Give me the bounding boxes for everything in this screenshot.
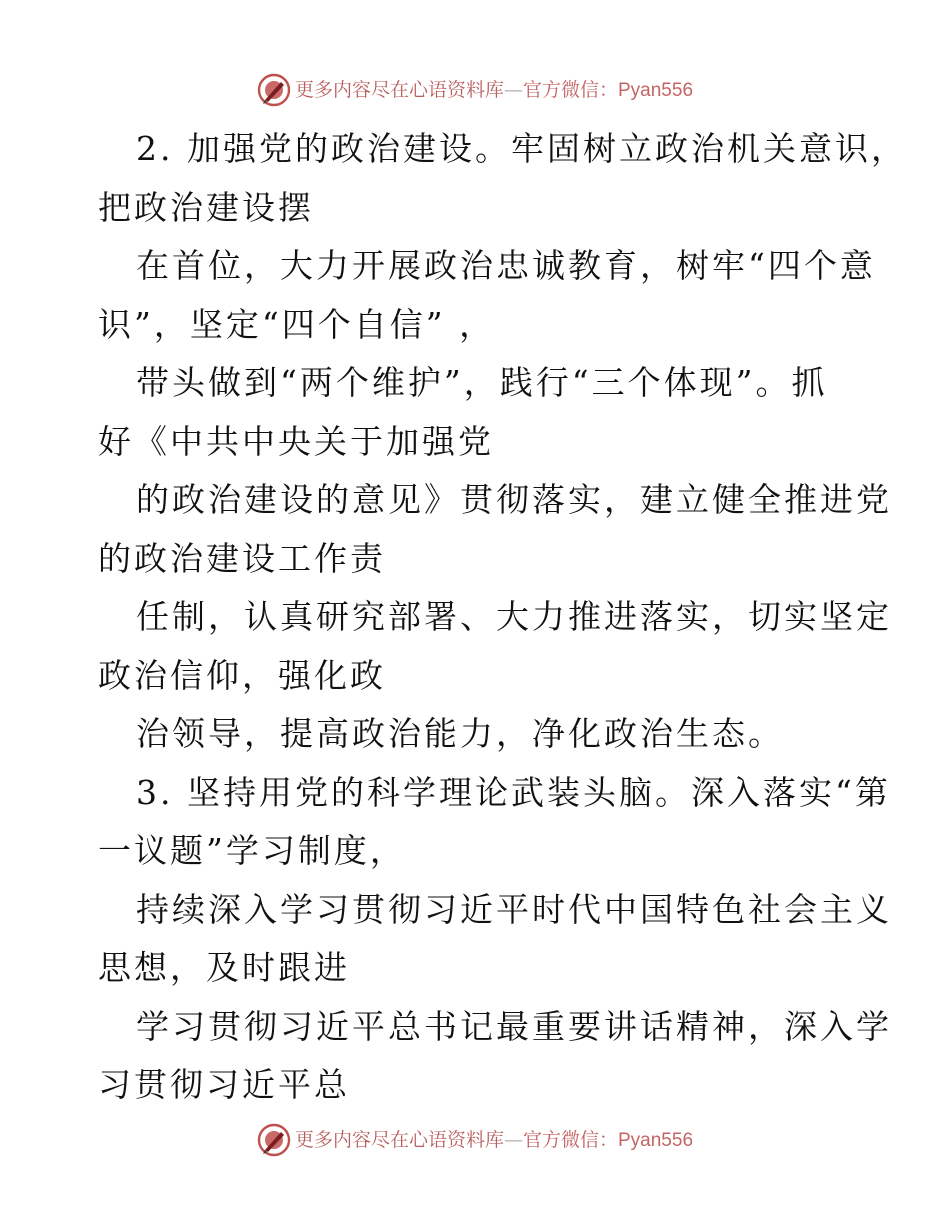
footer-watermark [0, 1120, 950, 1160]
text-line: 习贯彻习近平总 [98, 1065, 350, 1104]
text-line: 带头做到“两个维护”，践行“三个体现”。抓 [136, 363, 828, 402]
text-line: 识”，坚定“四个自信” ， [98, 304, 496, 344]
watermark-brand: 更多内容尽在心语资料库 [294, 1128, 504, 1151]
watermark-account: Pyan556 [618, 79, 694, 101]
text-line: 的政治建设工作责 [98, 538, 386, 578]
header-watermark [0, 70, 950, 110]
text-line: 学习贯彻习近平总书记最重要讲话精神，深入学 [136, 1006, 892, 1046]
pen-logo-icon [257, 1123, 291, 1157]
watermark-dash: — [503, 78, 523, 101]
text-line: 3. 坚持用党的科学理论武装头脑。深入落实“第 [136, 772, 891, 812]
text-line: 一议题”学习制度， [98, 831, 406, 870]
document-body [98, 120, 907, 1115]
text-line: 治领导，提高政治能力，净化政治生态。 [136, 714, 784, 753]
watermark-wechat-label: 官方微信： [522, 78, 618, 101]
watermark-brand: 更多内容尽在心语资料库 [294, 78, 504, 101]
watermark-wechat-label: 官方微信： [522, 1128, 618, 1151]
watermark-account: Pyan556 [618, 1129, 694, 1151]
text-line: 思想，及时跟进 [98, 948, 350, 987]
text-line: 持续深入学习贯彻习近平时代中国特色社会主义 [136, 889, 892, 929]
text-line: 好《中共中央关于加强党 [98, 421, 494, 461]
text-line: 任制，认真研究部署、大力推进落实，切实坚定 [136, 597, 892, 636]
text-line: 在首位，大力开展政治忠诚教育，树牢“四个意 [136, 246, 876, 285]
text-line: 的政治建设的意见》贯彻落实，建立健全推进党 [136, 480, 892, 519]
text-line: 政治信仰，强化政 [98, 655, 386, 695]
text-line: 把政治建设摆 [98, 187, 314, 227]
pen-logo-icon [257, 73, 291, 107]
watermark-dash: — [503, 1128, 523, 1151]
text-line: 2. 加强党的政治建设。牢固树立政治机关意识， [136, 129, 907, 168]
